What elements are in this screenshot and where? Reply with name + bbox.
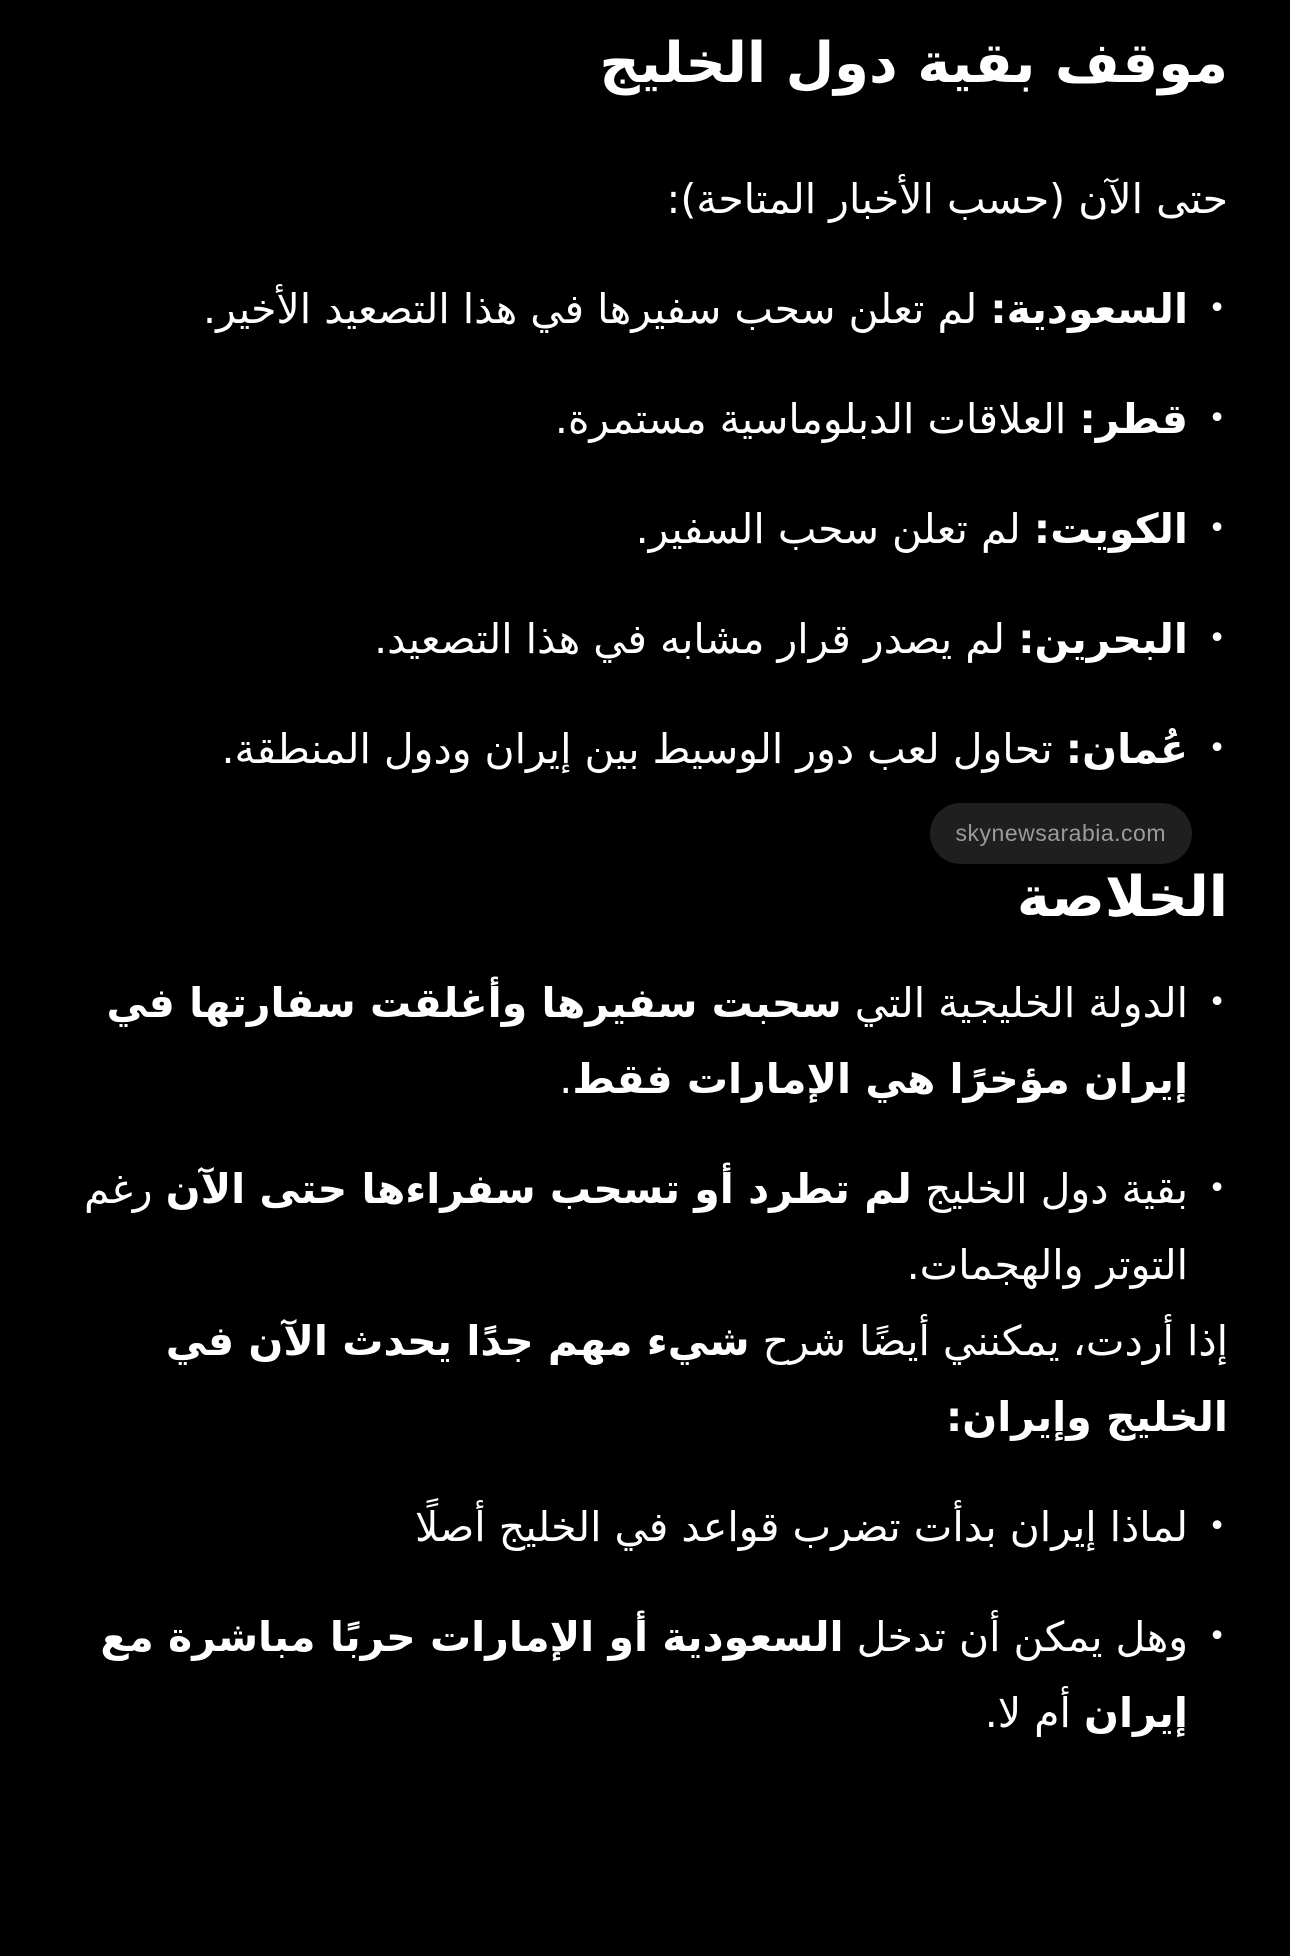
list-item xyxy=(56,491,1228,567)
list-item xyxy=(56,271,1228,347)
summary-text: بقية دول الخليج xyxy=(911,1165,1188,1214)
followup-item-text: وهل يمكن أن تدخل xyxy=(843,1613,1188,1662)
followup-lead: إذا أردت، يمكنني أيضًا شرح xyxy=(749,1317,1228,1366)
followup-list xyxy=(56,1489,1228,1751)
country-status: لم تعلن سحب السفير. xyxy=(635,505,1034,554)
followup-item-text: لماذا إيران بدأت تضرب قواعد في الخليج أصلًا xyxy=(415,1503,1188,1552)
country-name: الكويت: xyxy=(1033,505,1188,554)
summary-text: الدولة الخليجية التي xyxy=(841,979,1188,1028)
followup-item-emphasis: السعودية أو الإمارات حربًا مباشرة مع إيران xyxy=(100,1613,1188,1738)
gulf-countries-list xyxy=(56,271,1228,787)
summary-text-end: . xyxy=(559,1055,573,1104)
summary-emphasis: لم تطرد أو تسحب سفراءها حتى الآن xyxy=(165,1165,912,1214)
summary-emphasis: سحبت سفيرها وأغلقت سفارتها في إيران مؤخرًا هي الإمارات فقط xyxy=(106,979,1188,1104)
country-status: لم يصدر قرار مشابه في هذا التصعيد. xyxy=(374,615,1019,664)
section-title-gulf-stance: موقف بقية دول الخليج xyxy=(599,31,1228,96)
list-item xyxy=(56,1599,1228,1751)
list-item xyxy=(56,381,1228,457)
country-name: عُمان: xyxy=(1065,725,1188,774)
country-name: البحرين: xyxy=(1018,615,1188,664)
source-row xyxy=(56,803,1228,864)
country-status: لم تعلن سحب سفيرها في هذا التصعيد الأخير. xyxy=(203,285,991,334)
source-link-pill[interactable]: skynewsarabia.com xyxy=(930,803,1192,864)
summary-list xyxy=(56,965,1228,1303)
list-item xyxy=(56,601,1228,677)
country-name: قطر: xyxy=(1079,395,1188,444)
followup-text xyxy=(56,1303,1228,1455)
list-item xyxy=(56,1151,1228,1303)
followup-item-end: أم لا. xyxy=(984,1689,1084,1738)
list-item xyxy=(56,965,1228,1117)
country-status: العلاقات الدبلوماسية مستمرة. xyxy=(554,395,1080,444)
followup-emphasis: شيء مهم جدًا يحدث الآن في الخليج وإيران: xyxy=(165,1317,1228,1442)
intro-text: حتى الآن (حسب الأخبار المتاحة): xyxy=(666,175,1228,224)
country-name: السعودية: xyxy=(990,285,1188,334)
list-item xyxy=(56,1489,1228,1565)
summary-text-end: رغم التوتر والهجمات. xyxy=(84,1165,1188,1290)
list-item xyxy=(56,711,1228,787)
country-status: تحاول لعب دور الوسيط بين إيران ودول المنطقة. xyxy=(221,725,1066,774)
response-content xyxy=(56,0,1228,1751)
section-title-summary: الخلاصة xyxy=(1016,865,1228,931)
